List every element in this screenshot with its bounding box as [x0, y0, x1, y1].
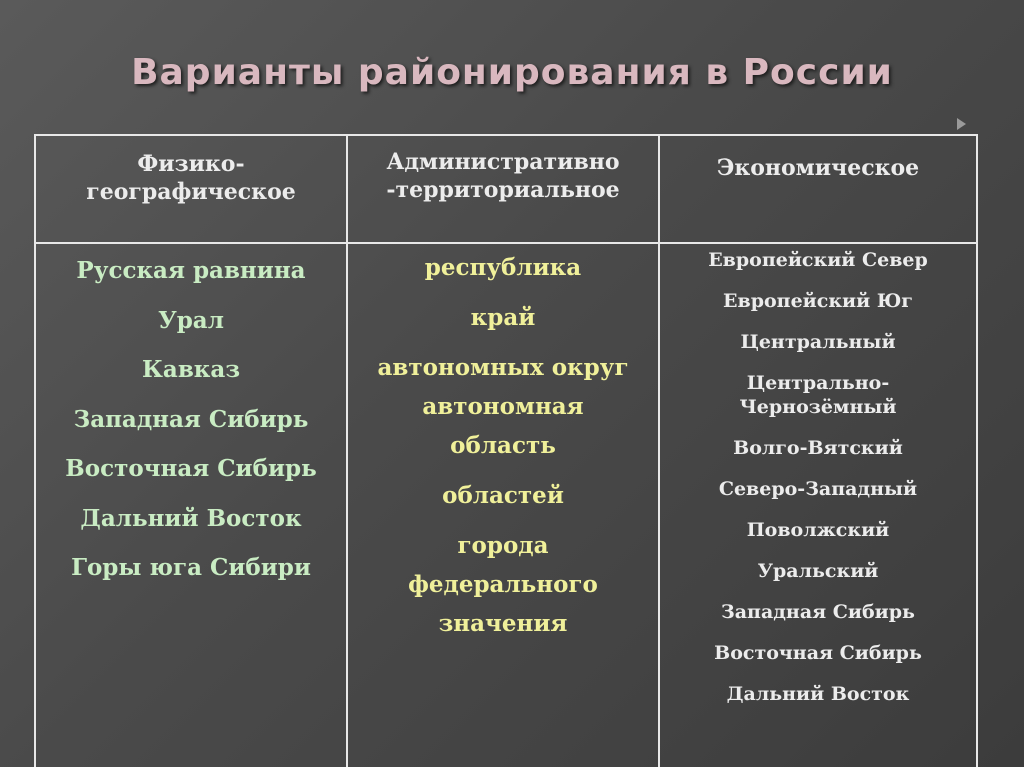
header-administrative-territorial: [347, 135, 659, 243]
header-economic: [659, 135, 977, 243]
list-item: Западная Сибирь: [721, 601, 915, 623]
administrative-territorial-list: [348, 244, 658, 643]
regions-table: [34, 134, 978, 767]
list-item: Кавказ: [142, 356, 240, 383]
header-line: -территориальное: [386, 177, 620, 203]
arrow-marker-icon: [957, 118, 966, 130]
list-item: автономных округ: [377, 354, 629, 381]
list-item: Дальний Восток: [726, 683, 910, 705]
list-item: областей: [442, 482, 564, 509]
list-item: Европейский Север: [708, 249, 928, 271]
list-item-line: федерального: [408, 571, 598, 598]
list-item: Уральский: [757, 560, 879, 582]
list-item-line: область: [450, 432, 556, 459]
body-row: [35, 243, 977, 767]
list-item: Западная Сибирь: [73, 405, 309, 433]
list-item: Дальний Восток: [80, 504, 302, 532]
list-item: Волго-Вятский: [733, 437, 903, 459]
physical-geographic-cell: [35, 243, 347, 767]
list-item: Поволжский: [746, 519, 890, 541]
economic-cell: [659, 243, 977, 767]
list-item: республика: [424, 254, 582, 281]
list-item-line: значения: [438, 610, 568, 637]
list-item: Восточная Сибирь: [65, 455, 317, 482]
list-item: Северо-Западный: [718, 478, 918, 500]
physical-geographic-list: [36, 244, 346, 593]
economic-list: [660, 244, 976, 706]
list-item: Центральный: [740, 331, 896, 353]
list-item: Европейский Юг: [723, 290, 913, 312]
list-item: Центрально-: [746, 372, 890, 394]
administrative-territorial-cell: [347, 243, 659, 767]
header-physical-geographic: [35, 135, 347, 243]
slide-title: Варианты районирования в России: [131, 52, 893, 93]
list-item: Русская равнина: [76, 257, 306, 284]
list-item: край: [470, 304, 536, 331]
list-item: Урал: [158, 306, 224, 334]
list-item-line: Чернозёмный: [739, 396, 897, 418]
list-item-line: автономная: [422, 393, 584, 420]
header-line: Физико-: [137, 151, 245, 177]
header-line: географическое: [86, 179, 296, 205]
header-line: Экономическое: [716, 155, 920, 181]
header-line: Административно: [386, 149, 620, 175]
header-row: [35, 135, 977, 243]
list-item: Восточная Сибирь: [714, 642, 922, 664]
list-item: Горы юга Сибири: [71, 554, 311, 581]
list-item: города: [457, 532, 549, 559]
